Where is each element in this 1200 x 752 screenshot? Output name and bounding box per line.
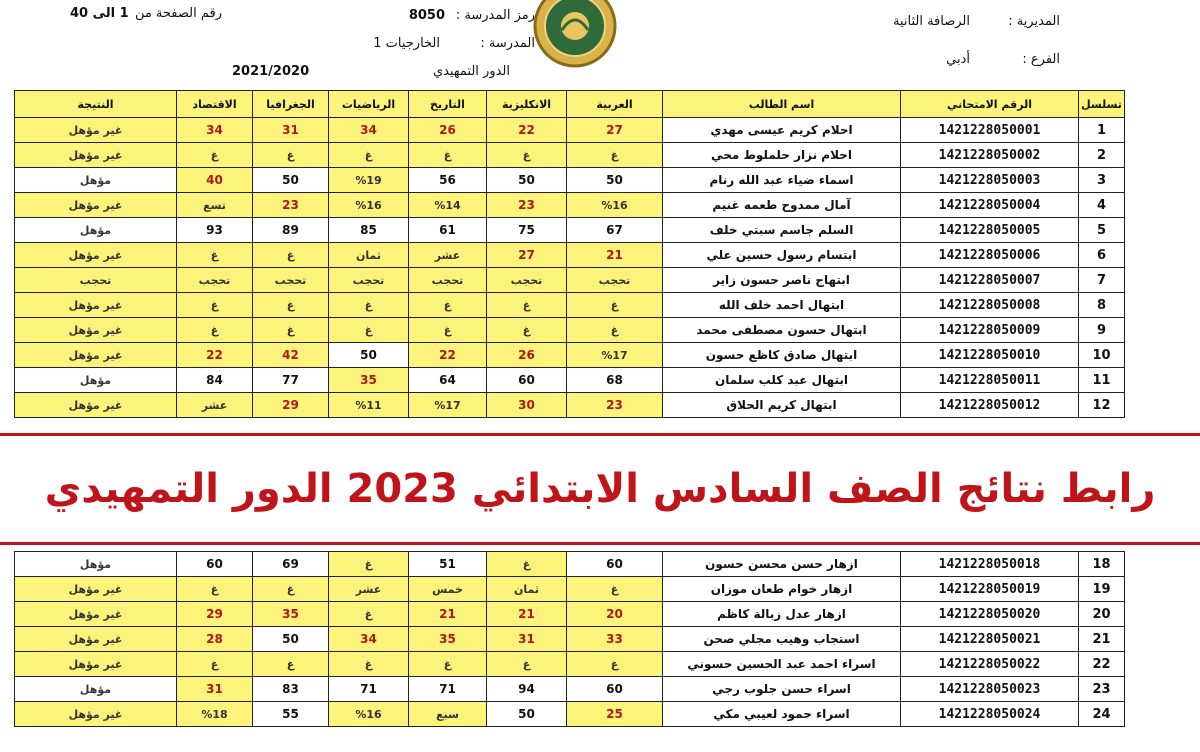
cell-exam-number: 1421228050002	[901, 143, 1079, 168]
school-label: المدرسة :	[480, 36, 535, 51]
cell-geo: 23	[253, 193, 329, 218]
cell-result: غير مؤهل	[15, 577, 177, 602]
document-header	[0, 0, 1200, 88]
cell-math: ثمان	[329, 243, 409, 268]
cell-arabic: تحجب	[567, 268, 663, 293]
cell-english: غ	[487, 318, 567, 343]
cell-arabic: 68	[567, 368, 663, 393]
cell-english: ثمان	[487, 577, 567, 602]
cell-english: غ	[487, 552, 567, 577]
cell-math: %19	[329, 168, 409, 193]
cell-english: 21	[487, 602, 567, 627]
cell-math: 71	[329, 677, 409, 702]
header-economics: الاقتصاد	[177, 91, 253, 118]
cell-history: %14	[409, 193, 487, 218]
cell-math: غ	[329, 293, 409, 318]
cell-exam-number: 1421228050006	[901, 243, 1079, 268]
cell-student-name: ازهار حسن محسن حسون	[663, 552, 901, 577]
cell-arabic: 33	[567, 627, 663, 652]
cell-exam-number: 1421228050009	[901, 318, 1079, 343]
header-serial: تسلسل	[1079, 91, 1125, 118]
cell-result: غير مؤهل	[15, 193, 177, 218]
header-result: النتيجة	[15, 91, 177, 118]
cell-econ: عشر	[177, 393, 253, 418]
header-history: التاريخ	[409, 91, 487, 118]
cell-econ: 28	[177, 627, 253, 652]
cell-econ: تسع	[177, 193, 253, 218]
cell-student-name: احلام نزار حلملوط محي	[663, 143, 901, 168]
cell-exam-number: 1421228050024	[901, 702, 1079, 727]
cell-serial: 18	[1079, 552, 1125, 577]
table-row	[15, 218, 1125, 243]
title-banner	[0, 433, 1200, 545]
cell-arabic: غ	[567, 652, 663, 677]
cell-result: غير مؤهل	[15, 243, 177, 268]
cell-result: غير مؤهل	[15, 343, 177, 368]
table-row	[15, 652, 1125, 677]
cell-math: غ	[329, 143, 409, 168]
cell-student-name: اسماء ضياء عبد الله رنام	[663, 168, 901, 193]
cell-english: غ	[487, 293, 567, 318]
cell-math: غ	[329, 602, 409, 627]
cell-history: 56	[409, 168, 487, 193]
cell-math: عشر	[329, 577, 409, 602]
cell-geo: 35	[253, 602, 329, 627]
cell-result: غير مؤهل	[15, 652, 177, 677]
cell-arabic: %16	[567, 193, 663, 218]
school-code-value: 8050	[408, 8, 445, 23]
table-row	[15, 602, 1125, 627]
cell-geo: 77	[253, 368, 329, 393]
cell-geo: 29	[253, 393, 329, 418]
cell-student-name: ابتهال عبد كلب سلمان	[663, 368, 901, 393]
cell-serial: 23	[1079, 677, 1125, 702]
header-math: الرياضيات	[329, 91, 409, 118]
cell-history: عشر	[409, 243, 487, 268]
cell-geo: 42	[253, 343, 329, 368]
cell-serial: 19	[1079, 577, 1125, 602]
cell-econ: 29	[177, 602, 253, 627]
cell-arabic: غ	[567, 143, 663, 168]
cell-geo: 50	[253, 627, 329, 652]
cell-exam-number: 1421228050011	[901, 368, 1079, 393]
cell-econ: 84	[177, 368, 253, 393]
cell-history: غ	[409, 318, 487, 343]
cell-english: غ	[487, 143, 567, 168]
cell-arabic: 50	[567, 168, 663, 193]
cell-student-name: استجاب وهيب مجلي صحن	[663, 627, 901, 652]
cell-econ: %18	[177, 702, 253, 727]
cell-exam-number: 1421228050001	[901, 118, 1079, 143]
table-row	[15, 318, 1125, 343]
cell-english: 94	[487, 677, 567, 702]
cell-geo: 83	[253, 677, 329, 702]
cell-arabic: 20	[567, 602, 663, 627]
cell-history: 51	[409, 552, 487, 577]
cell-result: تحجب	[15, 268, 177, 293]
cell-econ: 60	[177, 552, 253, 577]
cell-english: 23	[487, 193, 567, 218]
cell-geo: غ	[253, 243, 329, 268]
table-row	[15, 268, 1125, 293]
table-row	[15, 293, 1125, 318]
cell-english: 50	[487, 168, 567, 193]
cell-student-name: ابتهال كريم الحلاق	[663, 393, 901, 418]
cell-history: 21	[409, 602, 487, 627]
cell-econ: 40	[177, 168, 253, 193]
cell-arabic: غ	[567, 318, 663, 343]
cell-result: غير مؤهل	[15, 143, 177, 168]
ministry-seal-icon	[532, 0, 618, 70]
cell-student-name: ابتهال احمد خلف الله	[663, 293, 901, 318]
cell-history: غ	[409, 652, 487, 677]
cell-exam-number: 1421228050010	[901, 343, 1079, 368]
cell-serial: 8	[1079, 293, 1125, 318]
cell-student-name: آمال ممدوح طعمه غنيم	[663, 193, 901, 218]
table-row	[15, 168, 1125, 193]
cell-arabic: 25	[567, 702, 663, 727]
cell-exam-number: 1421228050020	[901, 602, 1079, 627]
cell-serial: 24	[1079, 702, 1125, 727]
cell-result: غير مؤهل	[15, 318, 177, 343]
cell-student-name: ازهار خوام طعان موزان	[663, 577, 901, 602]
table-row	[15, 393, 1125, 418]
table-row	[15, 577, 1125, 602]
cell-math: %16	[329, 193, 409, 218]
cell-student-name: اسراء حسن جلوب رجي	[663, 677, 901, 702]
cell-result: مؤهل	[15, 552, 177, 577]
cell-serial: 2	[1079, 143, 1125, 168]
cell-exam-number: 1421228050008	[901, 293, 1079, 318]
cell-geo: غ	[253, 143, 329, 168]
table-row	[15, 368, 1125, 393]
table-row	[15, 702, 1125, 727]
cell-student-name: اسراء حمود لعيبي مكي	[663, 702, 901, 727]
cell-serial: 21	[1079, 627, 1125, 652]
cell-result: غير مؤهل	[15, 702, 177, 727]
cell-exam-number: 1421228050022	[901, 652, 1079, 677]
cell-geo: غ	[253, 652, 329, 677]
cell-arabic: غ	[567, 577, 663, 602]
cell-result: غير مؤهل	[15, 118, 177, 143]
cell-history: 71	[409, 677, 487, 702]
cell-econ: 93	[177, 218, 253, 243]
cell-english: 22	[487, 118, 567, 143]
cell-result: غير مؤهل	[15, 627, 177, 652]
cell-serial: 4	[1079, 193, 1125, 218]
table-row	[15, 118, 1125, 143]
cell-arabic: 27	[567, 118, 663, 143]
cell-math: تحجب	[329, 268, 409, 293]
cell-math: غ	[329, 318, 409, 343]
cell-serial: 3	[1079, 168, 1125, 193]
cell-geo: 55	[253, 702, 329, 727]
cell-serial: 7	[1079, 268, 1125, 293]
cell-history: 61	[409, 218, 487, 243]
cell-econ: 31	[177, 677, 253, 702]
cell-student-name: ابتسام رسول حسين علي	[663, 243, 901, 268]
cell-math: 35	[329, 368, 409, 393]
cell-econ: غ	[177, 652, 253, 677]
header-geography: الجغرافيا	[253, 91, 329, 118]
header-arabic: العربية	[567, 91, 663, 118]
cell-result: مؤهل	[15, 368, 177, 393]
cell-serial: 5	[1079, 218, 1125, 243]
cell-serial: 20	[1079, 602, 1125, 627]
results-table-bottom	[14, 551, 1125, 727]
cell-result: غير مؤهل	[15, 602, 177, 627]
cell-student-name: احلام كريم عيسى مهدي	[663, 118, 901, 143]
cell-student-name: ابتهال صادق كاظع حسون	[663, 343, 901, 368]
cell-math: 34	[329, 627, 409, 652]
cell-serial: 10	[1079, 343, 1125, 368]
table-row	[15, 677, 1125, 702]
cell-exam-number: 1421228050023	[901, 677, 1079, 702]
cell-history: 22	[409, 343, 487, 368]
table-header-row	[15, 91, 1125, 118]
cell-history: تحجب	[409, 268, 487, 293]
cell-exam-number: 1421228050019	[901, 577, 1079, 602]
cell-arabic: غ	[567, 293, 663, 318]
cell-geo: غ	[253, 293, 329, 318]
cell-econ: غ	[177, 318, 253, 343]
cell-geo: تحجب	[253, 268, 329, 293]
cell-english: 75	[487, 218, 567, 243]
cell-math: %16	[329, 702, 409, 727]
cell-arabic: 60	[567, 552, 663, 577]
cell-serial: 6	[1079, 243, 1125, 268]
cell-exam-number: 1421228050012	[901, 393, 1079, 418]
cell-serial: 12	[1079, 393, 1125, 418]
cell-result: غير مؤهل	[15, 393, 177, 418]
cell-math: غ	[329, 652, 409, 677]
cell-arabic: 67	[567, 218, 663, 243]
cell-exam-number: 1421228050007	[901, 268, 1079, 293]
cell-history: غ	[409, 143, 487, 168]
cell-student-name: السلم جاسم سبتي خلف	[663, 218, 901, 243]
cell-student-name: ابتهال حسون مصطفى محمد	[663, 318, 901, 343]
cell-english: غ	[487, 652, 567, 677]
cell-geo: 31	[253, 118, 329, 143]
cell-exam-number: 1421228050005	[901, 218, 1079, 243]
cell-geo: 89	[253, 218, 329, 243]
table-row	[15, 193, 1125, 218]
directorate-label: المديرية :	[1008, 14, 1060, 29]
cell-arabic: 23	[567, 393, 663, 418]
cell-math: %11	[329, 393, 409, 418]
cell-english: 60	[487, 368, 567, 393]
cell-history: سبع	[409, 702, 487, 727]
cell-econ: 22	[177, 343, 253, 368]
cell-geo: غ	[253, 318, 329, 343]
cell-econ: 34	[177, 118, 253, 143]
cell-math: 50	[329, 343, 409, 368]
cell-student-name: ازهار عدل زبالة كاظم	[663, 602, 901, 627]
table-row	[15, 143, 1125, 168]
cell-econ: غ	[177, 143, 253, 168]
cell-result: غير مؤهل	[15, 293, 177, 318]
cell-history: 26	[409, 118, 487, 143]
school-code-label: رمز المدرسة :	[455, 8, 535, 23]
cell-exam-number: 1421228050004	[901, 193, 1079, 218]
cell-econ: غ	[177, 293, 253, 318]
cell-history: خمس	[409, 577, 487, 602]
cell-result: مؤهل	[15, 218, 177, 243]
cell-history: %17	[409, 393, 487, 418]
cell-math: غ	[329, 552, 409, 577]
branch-value: أدبي	[946, 52, 970, 67]
cell-arabic: 21	[567, 243, 663, 268]
cell-geo: 50	[253, 168, 329, 193]
cell-student-name: ابتهاج ناصر حسون زاير	[663, 268, 901, 293]
cell-result: مؤهل	[15, 168, 177, 193]
cell-serial: 9	[1079, 318, 1125, 343]
header-english: الانكليزية	[487, 91, 567, 118]
cell-arabic: %17	[567, 343, 663, 368]
cell-exam-number: 1421228050021	[901, 627, 1079, 652]
table-row	[15, 627, 1125, 652]
cell-english: 27	[487, 243, 567, 268]
cell-english: تحجب	[487, 268, 567, 293]
page-label: رقم الصفحة من	[134, 6, 222, 21]
table-row	[15, 243, 1125, 268]
school-value: الخارجيات 1	[373, 36, 440, 51]
branch-label: الفرع :	[1022, 52, 1060, 67]
cell-serial: 11	[1079, 368, 1125, 393]
cell-english: 31	[487, 627, 567, 652]
cell-serial: 1	[1079, 118, 1125, 143]
cell-geo: 69	[253, 552, 329, 577]
cell-history: غ	[409, 293, 487, 318]
cell-serial: 22	[1079, 652, 1125, 677]
cell-econ: غ	[177, 243, 253, 268]
cell-result: مؤهل	[15, 677, 177, 702]
results-table-top	[14, 90, 1125, 418]
directorate-value: الرصافة الثانية	[892, 14, 970, 29]
cell-english: 26	[487, 343, 567, 368]
cell-geo: غ	[253, 577, 329, 602]
cell-exam-number: 1421228050003	[901, 168, 1079, 193]
table-row	[15, 343, 1125, 368]
academic-year: 2021/2020	[232, 64, 310, 79]
cell-math: 34	[329, 118, 409, 143]
cell-exam-number: 1421228050018	[901, 552, 1079, 577]
cell-english: 50	[487, 702, 567, 727]
header-student-name: اسم الطالب	[663, 91, 901, 118]
cell-student-name: اسراء احمد عبد الحسين حسوني	[663, 652, 901, 677]
cell-arabic: 60	[567, 677, 663, 702]
cell-math: 85	[329, 218, 409, 243]
cell-econ: تحجب	[177, 268, 253, 293]
header-exam-number: الرقم الامتحاني	[901, 91, 1079, 118]
table-row	[15, 552, 1125, 577]
cell-history: 35	[409, 627, 487, 652]
page-value: 1 الى 40	[70, 6, 129, 21]
cell-econ: غ	[177, 577, 253, 602]
cell-english: 30	[487, 393, 567, 418]
banner-title: رابط نتائج الصف السادس الابتدائي 2023 الدور التمهيدي	[44, 466, 1156, 512]
round-label: الدور التمهيدي	[432, 64, 510, 79]
cell-history: 64	[409, 368, 487, 393]
